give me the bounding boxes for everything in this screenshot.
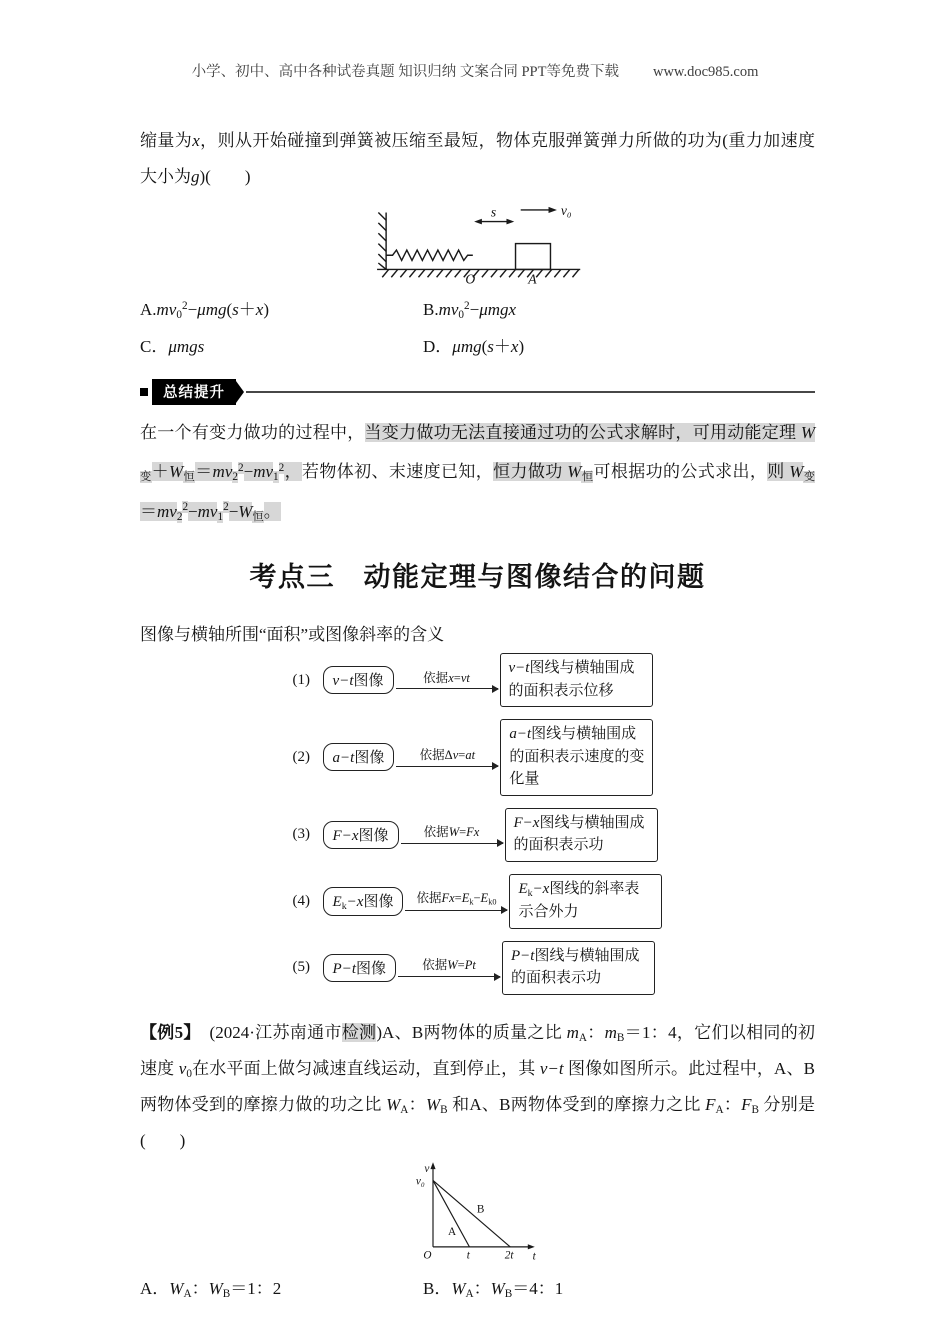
flow-term-box	[323, 954, 396, 982]
option-d	[423, 333, 815, 361]
flow-row	[293, 719, 663, 796]
text-run: 0	[186, 1067, 192, 1080]
header-url[interactable]: www.doc985.com	[652, 64, 759, 80]
text-run: 2	[181, 299, 188, 312]
line-a-label: A	[447, 1225, 456, 1238]
line-b	[433, 1180, 510, 1246]
text-run: (	[481, 336, 488, 356]
text-run: mv	[438, 300, 459, 320]
v0-label: v₀	[415, 1175, 425, 1188]
text-run: ＝1：4，它们以相同的初速度	[140, 1022, 816, 1078]
arrow-line-icon	[396, 688, 498, 689]
text-run: =	[454, 891, 462, 906]
text-run: ：	[408, 1094, 426, 1114]
option-b	[423, 1275, 815, 1304]
square-bullet-icon	[140, 388, 148, 396]
text-run: W	[490, 1278, 505, 1298]
text-run: 图线与横轴围成的面积表示速度的变化量	[509, 726, 645, 788]
text-run: 图线与横轴围成的面积表示位移	[508, 660, 635, 699]
arrow-line-icon	[396, 766, 498, 767]
text-run: 图像	[354, 750, 385, 767]
text-run: ＝	[140, 501, 157, 521]
text-run: Fx	[441, 891, 455, 906]
text-run: mv	[156, 300, 177, 320]
divider-line	[246, 391, 815, 393]
text-run: W	[789, 462, 804, 482]
text-run: 2	[232, 471, 238, 484]
text-run: ，则从开始碰撞到弹簧被压缩至最短，物体克服弹簧弹力所做的功为(重力加速度大小为	[140, 131, 815, 187]
text-run: A	[578, 1031, 587, 1044]
line-b-label: B	[476, 1203, 484, 1216]
text-run: g	[191, 167, 200, 187]
page-header	[0, 0, 950, 81]
example-options	[140, 1275, 815, 1304]
text-run: E	[461, 891, 470, 906]
summary-label: 总结提升	[152, 379, 236, 405]
flow-arrow	[399, 825, 505, 844]
text-run: s	[487, 336, 494, 356]
text-run: v−t	[332, 673, 354, 690]
v0-label: v₀	[560, 203, 572, 219]
vt-graph	[140, 1159, 815, 1269]
arrow-basis-label	[422, 958, 476, 974]
text-run: s	[232, 300, 239, 320]
arrow-basis-label	[420, 748, 475, 764]
text-run: −x	[532, 880, 550, 897]
flow-row	[293, 941, 663, 995]
text-run: a−t	[332, 750, 355, 767]
v-axis-arrow-icon	[430, 1162, 435, 1169]
text-run: 图线与横轴围成的面积表示功	[513, 814, 645, 854]
text-run: ＝	[195, 462, 213, 482]
text-run: Fx	[466, 825, 480, 840]
text-run: −	[243, 462, 254, 482]
text-run: B	[440, 1103, 448, 1116]
text-run: 2	[223, 501, 229, 514]
arrow-line-icon	[401, 843, 503, 844]
text-run: W	[800, 422, 816, 442]
text-run: ＝4：1	[512, 1278, 564, 1298]
text-run: 图像	[358, 827, 389, 844]
text-run: 依据	[423, 670, 449, 685]
text-run: 在水平面上做匀减速直线运动，直到停止，其	[191, 1058, 540, 1078]
text-run: 当变力做功无法直接通过功的公式求解时，	[364, 422, 693, 442]
flow-result-box	[500, 719, 653, 796]
2t-tick-label: 2t	[504, 1249, 513, 1262]
text-run: 和A、B两物体受到的摩擦力之比	[447, 1094, 706, 1114]
text-run: −	[228, 501, 239, 521]
option-a	[140, 296, 423, 325]
arrow-line-icon	[405, 910, 507, 911]
text-run: W	[447, 958, 458, 973]
text-run: 依据	[422, 958, 448, 973]
t-axis-arrow-icon	[527, 1244, 534, 1249]
arrow-right-icon	[506, 219, 514, 225]
block	[515, 244, 550, 270]
text-run: ：	[723, 1094, 742, 1114]
text-run: Pt	[464, 958, 476, 973]
text-run: W	[567, 462, 582, 482]
text-run: 分别是( )	[140, 1094, 816, 1150]
flow-row-number: (3)	[292, 826, 311, 843]
flow-term-box	[323, 887, 404, 916]
ground-hatch-icon	[382, 270, 579, 278]
arrow-head-icon	[548, 207, 556, 213]
text-run: 依据	[423, 825, 449, 840]
text-run: m	[566, 1022, 579, 1042]
text-run: m	[604, 1022, 617, 1042]
text-run: mv	[253, 462, 274, 482]
flow-row	[293, 653, 663, 707]
text-run: 。	[263, 501, 281, 521]
text-run: μmgx	[479, 300, 517, 320]
text-run: A	[183, 1287, 192, 1300]
text-run: ，	[284, 462, 302, 482]
text-run: )A、B两物体的质量之比	[376, 1022, 567, 1042]
text-run: −x	[346, 893, 364, 910]
text-run: 依据	[416, 891, 442, 906]
text-run: 检测	[341, 1022, 377, 1042]
wall-hatch-icon	[378, 213, 386, 270]
option-c	[140, 333, 423, 361]
text-run: 变	[140, 471, 152, 484]
text-run: 依据Δ	[419, 747, 453, 762]
text-run: mv	[197, 501, 218, 521]
text-run: 【例5】	[140, 1022, 193, 1042]
text-run: 恒力做功	[493, 462, 568, 482]
flow-arrow	[394, 671, 500, 690]
text-run: v−t	[508, 660, 530, 677]
flow-result-box	[502, 941, 655, 995]
flow-arrow	[403, 891, 509, 911]
spring-icon	[386, 250, 473, 260]
text-run: mv	[157, 501, 177, 521]
text-run: P−t	[332, 960, 356, 977]
text-run: F	[705, 1094, 716, 1114]
text-run: ＋	[238, 300, 256, 320]
text-run: x	[510, 336, 519, 356]
text-run: at	[465, 747, 476, 762]
text-run: C．	[140, 336, 169, 356]
text-run: 恒	[581, 471, 594, 484]
text-run: D．	[423, 336, 453, 356]
flow-arrow	[394, 748, 500, 767]
text-run: v	[452, 747, 459, 762]
section-heading: 考点三 动能定理与图像结合的问题	[249, 562, 706, 593]
flow-result-box	[505, 808, 658, 862]
flowchart	[293, 653, 663, 995]
text-run: ＝1：2	[230, 1278, 282, 1298]
spring-block-figure	[368, 197, 588, 285]
arrow-left-icon	[474, 219, 482, 225]
text-run: v−t	[539, 1058, 564, 1078]
text-run: W	[451, 1278, 466, 1298]
text-run: 恒	[252, 510, 264, 523]
flow-row-number: (5)	[292, 959, 311, 976]
text-run: vt	[460, 670, 470, 685]
text-run: 0	[176, 309, 182, 322]
text-run: μmgs	[168, 336, 205, 356]
text-run: A．	[140, 1278, 170, 1298]
text-run: 若物体初、末速度已知，	[302, 462, 494, 482]
text-run: W	[169, 462, 184, 482]
text-run: 图像	[356, 960, 387, 977]
main-content	[0, 123, 950, 1303]
text-run: x	[448, 670, 454, 685]
option-a	[140, 1275, 423, 1304]
flow-row-number: (1)	[292, 671, 311, 688]
text-run: 1	[273, 471, 279, 484]
text-run: =	[459, 825, 467, 840]
flow-result-box	[509, 874, 662, 929]
text-run: μmg	[452, 336, 482, 356]
text-run: 图像	[363, 893, 394, 910]
text-run: 恒	[183, 471, 196, 484]
flow-row-number: (2)	[292, 748, 311, 765]
text-run: μmg	[197, 300, 227, 320]
text-run: P−t	[511, 947, 535, 964]
text-run: −	[469, 300, 480, 320]
arrow-line-icon	[398, 976, 500, 977]
text-run: W	[169, 1278, 184, 1298]
text-run: =	[458, 747, 466, 762]
text-run: W	[448, 825, 460, 840]
text-run: A.	[140, 300, 157, 320]
text-run: F	[741, 1094, 752, 1114]
text-run: E	[518, 880, 528, 897]
text-run: W	[208, 1278, 223, 1298]
point-a-label: A	[527, 271, 537, 286]
flow-row	[293, 808, 663, 862]
text-run: a−t	[509, 726, 532, 743]
flow-arrow	[396, 958, 502, 977]
text-run: E	[332, 893, 342, 910]
text-run: F−x	[332, 827, 359, 844]
text-run: E	[480, 891, 489, 906]
arrow-basis-label	[423, 671, 470, 687]
example-5-paragraph	[140, 1015, 815, 1159]
origin-label: O	[464, 271, 475, 286]
text-run: −	[473, 891, 481, 906]
text-run: B	[222, 1287, 231, 1300]
arrow-basis-label	[416, 891, 496, 908]
text-run: 图线与横轴围成的面积表示功	[511, 947, 640, 987]
t-axis-label: t	[532, 1250, 536, 1263]
text-run: B．	[423, 1278, 452, 1298]
question-stem	[140, 123, 815, 195]
summary-header	[140, 381, 815, 403]
text-run: A	[715, 1103, 724, 1116]
text-run: B.	[423, 300, 439, 320]
text-run: x	[192, 131, 200, 150]
text-run: mv	[212, 462, 233, 482]
text-run: 图像	[353, 673, 384, 690]
text-run: ＋	[493, 336, 511, 356]
origin-label: O	[422, 1249, 431, 1262]
text-run: 缩量为	[140, 131, 193, 150]
text-run: 图线的斜率表示合外力	[518, 880, 640, 921]
flow-term-box	[323, 666, 394, 694]
text-run: 2	[176, 510, 183, 523]
text-run: v	[178, 1058, 187, 1078]
text-run: )( )	[199, 167, 251, 187]
text-run: W	[386, 1094, 401, 1114]
text-run: W	[425, 1094, 441, 1114]
text-run: B	[616, 1031, 625, 1044]
text-run: 变	[803, 471, 816, 484]
text-run: 0	[458, 309, 465, 322]
text-run: 图像如图所示。此过程中，A、B两物体受到的摩擦力做的功之比	[140, 1058, 816, 1114]
flow-result-box	[500, 653, 653, 707]
v-axis-label: v	[423, 1162, 429, 1175]
text-run: B	[504, 1287, 513, 1300]
s-label: s	[490, 204, 496, 220]
text-run: ＋	[151, 462, 169, 482]
text-run: )	[518, 336, 525, 356]
text-run: 可根据功的公式求出，	[593, 462, 768, 482]
text-run: 则	[767, 462, 790, 482]
header-text: 小学、初中、高中各种试卷真题 知识归纳 文案合同 PPT等免费下载	[191, 64, 619, 80]
text-run: ：	[191, 1278, 209, 1298]
text-run: W	[238, 501, 253, 521]
flow-term-box	[323, 743, 395, 771]
text-run: A	[465, 1287, 474, 1300]
option-b	[423, 296, 815, 325]
text-run: −	[187, 300, 198, 320]
flowchart-intro: 图像与横轴所围“面积”或图像斜率的含义	[140, 625, 445, 645]
text-run: )	[263, 300, 269, 320]
text-run: k	[527, 887, 533, 899]
flow-term-box	[323, 821, 399, 849]
ribbon-tip-icon	[236, 381, 244, 403]
text-run: k	[341, 900, 347, 912]
text-run: B	[751, 1103, 760, 1116]
question-options	[140, 296, 815, 361]
text-run: x	[255, 300, 264, 320]
flow-row-number: (4)	[292, 892, 311, 909]
text-run: 在一个有变力做功的过程中，	[140, 422, 365, 442]
t-tick-label: t	[466, 1249, 470, 1262]
vt-graph-figure	[403, 1159, 553, 1264]
text-run: 2	[237, 462, 244, 475]
flow-row	[293, 874, 663, 929]
text-run: 1	[217, 510, 224, 523]
text-run: 2	[182, 501, 189, 514]
text-run: F−x	[513, 814, 540, 831]
arrow-basis-label	[424, 825, 480, 841]
text-run: =	[457, 958, 465, 973]
text-run: 2	[464, 299, 470, 312]
text-run: k	[469, 897, 474, 907]
text-run: A	[400, 1103, 409, 1116]
text-run: ：	[473, 1278, 491, 1298]
text-run: 2	[278, 462, 285, 475]
text-run: (2024·江苏南通市	[192, 1022, 342, 1042]
text-run: 可用动能定理	[692, 422, 801, 442]
text-run: −	[188, 501, 198, 521]
text-run: (	[226, 300, 233, 320]
text-run: =	[453, 670, 461, 685]
text-run: k0	[488, 897, 497, 907]
text-run: ：	[586, 1022, 605, 1042]
spring-block-diagram	[140, 197, 815, 290]
summary-text	[140, 413, 815, 531]
